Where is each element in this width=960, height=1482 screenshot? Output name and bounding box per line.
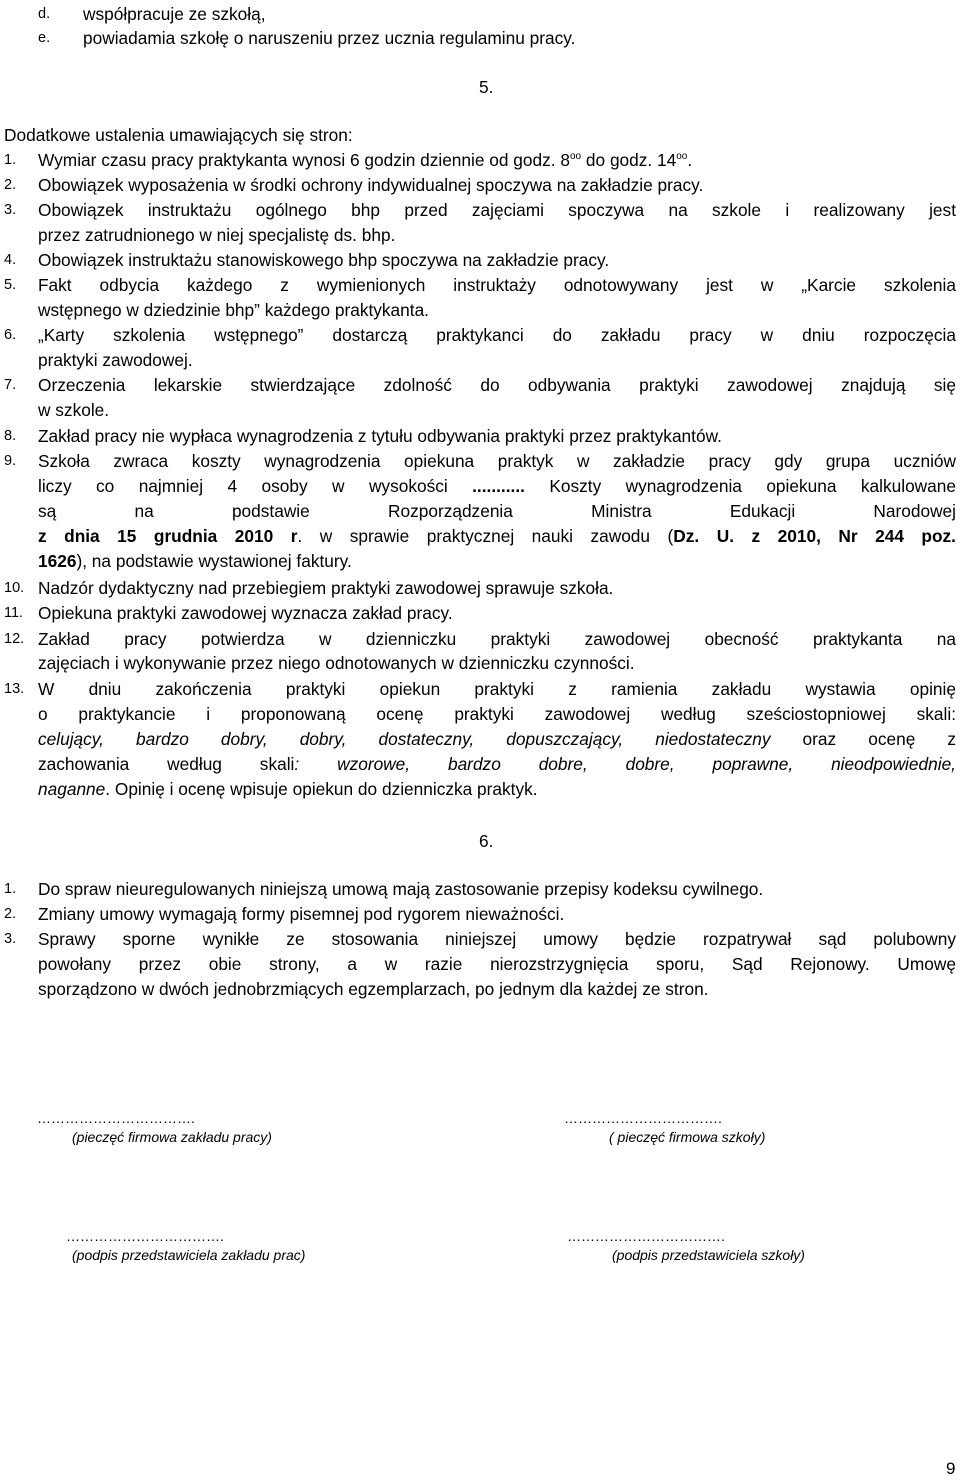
item-number: 2. (4, 177, 17, 193)
item-number: 7. (4, 377, 17, 393)
item-text: Sprawy sporne wynikłe ze stosowania niniejszej umowy będzie rozpatrywał sąd polubowny (38, 929, 956, 949)
item-text: powiadamia szkołę o naruszeniu przez ucznia regulaminu pracy. (83, 28, 576, 48)
item-text: Fakt odbycia każdego z wymienionych instruktaży odnotowywany jest w „Karcie szkolenia (38, 275, 956, 295)
section-heading: 5. (479, 77, 494, 97)
item-number: 13. (4, 681, 25, 697)
item-text: współpracuje ze szkołą, (83, 4, 266, 24)
item-text: 1626), na podstawie wystawionej faktury. (38, 551, 352, 571)
item-text: Zakład pracy nie wypłaca wynagrodzenia z tytułu odbywania praktyki przez praktykantów. (38, 426, 722, 446)
item-number: 6. (4, 327, 17, 343)
item-text: zajęciach i wykonywanie przez niego odnotowanych w dzienniczku czynności. (38, 653, 635, 673)
item-text: Szkoła zwraca koszty wynagrodzenia opiekuna praktyk w zakładzie pracy gdy grupa uczniów (38, 451, 956, 471)
item-text: Opiekuna praktyki zawodowej wyznacza zakład pracy. (38, 603, 453, 623)
item-text: przez zatrudnionego w niej specjalistę ds. bhp. (38, 225, 396, 245)
item-marker: e. (38, 30, 51, 46)
item-number: 5. (4, 277, 17, 293)
sign-company-label: (podpis przedstawiciela zakładu prac) (72, 1247, 306, 1263)
item-text: praktyki zawodowej. (38, 350, 193, 370)
item-text: sporządzono w dwóch jednobrzmiących egzemplarzach, po jednym dla każdej ze stron. (38, 979, 709, 999)
stamp-company-label: (pieczęć firmowa zakładu pracy) (72, 1129, 272, 1145)
sign-school-dots: ……………………………. (567, 1228, 725, 1244)
stamp-school-label: ( pieczęć firmowa szkoły) (609, 1129, 766, 1145)
sign-company-dots: ……………………………. (66, 1228, 224, 1244)
stamp-school-dots: ……………………………. (564, 1110, 722, 1126)
item-text: Wymiar czasu pracy praktykanta wynosi 6 godzin dziennie od godz. $8^{oo}$ do godz. $14^{oo}$. (38, 150, 693, 170)
item-text: Obowiązek instruktażu ogólnego bhp przed zajęciami spoczywa na szkole i realizowany jest (38, 200, 956, 220)
item-text: Zmiany umowy wymagają formy pisemnej pod rygorem nieważności. (38, 904, 565, 924)
item-text: liczy co najmniej 4 osoby w wysokości ........... Koszty wynagrodzenia opiekuna kalkulowane (38, 476, 956, 496)
stamp-company-dots: ……………………………. (37, 1110, 195, 1126)
section-heading: 6. (479, 831, 494, 851)
item-number: 1. (4, 881, 17, 897)
item-number: 3. (4, 931, 17, 947)
item-text: Obowiązek wyposażenia w środki ochrony indywidualnej spoczywa na zakładzie pracy. (38, 175, 704, 195)
item-text: Zakład pracy potwierdza w dzienniczku praktyki zawodowej obecność praktykanta na (38, 629, 956, 649)
item-text: naganne. Opinię i ocenę wpisuje opiekun do dzienniczka praktyk. (38, 779, 538, 799)
item-text: „Karty szkolenia wstępnego” dostarczą praktykanci do zakładu pracy w dniu rozpoczęcia (38, 325, 956, 345)
item-text: powołany przez obie strony, a w razie nierozstrzygnięcia sporu, Sąd Rejonowy. Umowę (38, 954, 956, 974)
item-marker: d. (38, 6, 51, 22)
item-number: 3. (4, 202, 17, 218)
item-text: z dnia 15 grudnia 2010 r. w sprawie praktycznej nauki zawodu (Dz. U. z 2010, Nr 244 poz. (38, 526, 956, 546)
item-text: są na podstawie Rozporządzenia Ministra Edukacji Narodowej (38, 501, 956, 521)
item-number: 4. (4, 252, 17, 268)
item-number: 10. (4, 580, 25, 596)
item-number: 9. (4, 453, 17, 469)
page-number: 9 (946, 1459, 956, 1478)
item-text: Nadzór dydaktyczny nad przebiegiem praktyki zawodowej sprawuje szkoła. (38, 578, 614, 598)
item-text: celujący, bardzo dobry, dobry, dostateczny, dopuszczający, niedostateczny oraz ocenę z (38, 729, 957, 749)
item-text: Orzeczenia lekarskie stwierdzające zdolność do odbywania praktyki zawodowej znajdują się (38, 375, 956, 395)
item-text: wstępnego w dziedzinie bhp” każdego praktykanta. (38, 300, 429, 320)
item-text: o praktykancie i proponowaną ocenę praktyki zawodowej według sześciostopniowej skali: (38, 704, 956, 724)
item-text: Obowiązek instruktażu stanowiskowego bhp spoczywa na zakładzie pracy. (38, 250, 610, 270)
item-number: 1. (4, 152, 17, 168)
item-text: zachowania według skali: wzorowe, bardzo dobre, dobre, poprawne, nieodpowiednie, (38, 754, 956, 774)
item-number: 8. (4, 428, 17, 444)
item-text: Do spraw nieuregulowanych niniejszą umową mają zastosowanie przepisy kodeksu cywilnego. (38, 879, 764, 899)
item-number: 2. (4, 906, 17, 922)
sign-school-label: (podpis przedstawiciela szkoły) (612, 1247, 805, 1263)
item-text: w szkole. (38, 400, 110, 420)
item-number: 12. (4, 631, 25, 647)
section-intro: Dodatkowe ustalenia umawiających się stron: (4, 125, 353, 145)
item-number: 11. (4, 605, 24, 621)
item-text: W dniu zakończenia praktyki opiekun praktyki z ramienia zakładu wystawia opinię (38, 679, 956, 699)
